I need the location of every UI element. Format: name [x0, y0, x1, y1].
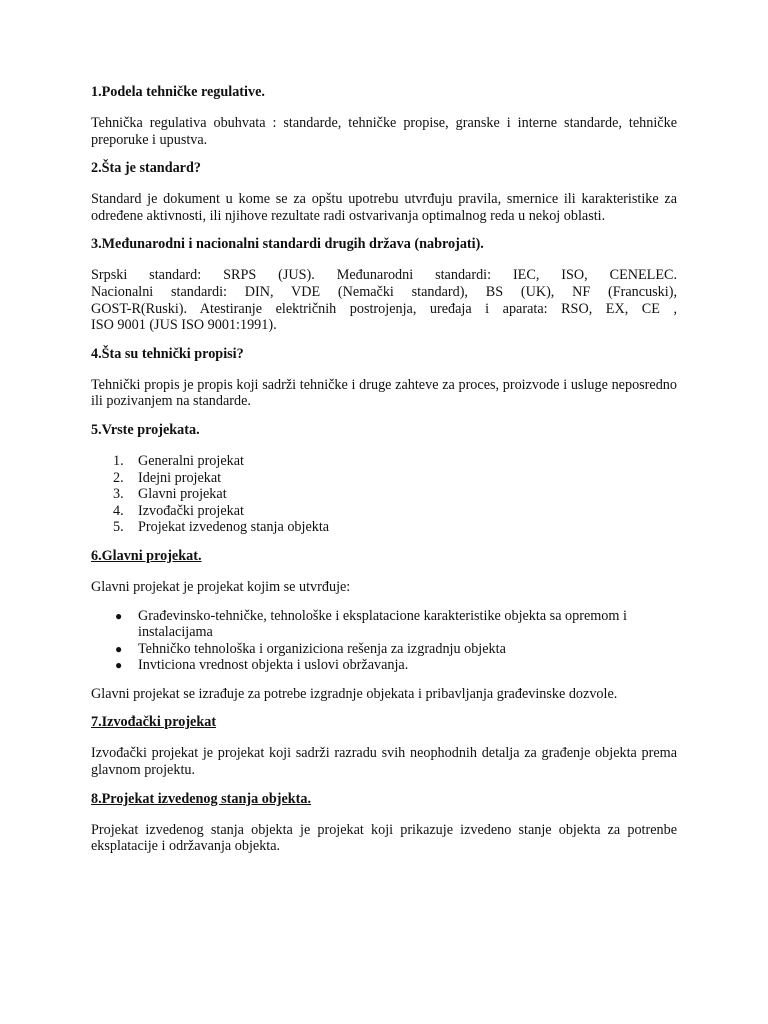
list-item: 5. Projekat izvedenog stanja objekta [113, 519, 330, 536]
list-item: 3. Glavni projekat [113, 486, 227, 503]
paragraph-izvodjacki-projekat: Izvođački projekat je projekat koji sadrži razradu svih neophodnih detalja za građenje objekta prema glavnom projektu. [91, 745, 677, 779]
heading-projekat-izvedenog-stanja: 8.Projekat izvedenog stanja objekta. [91, 790, 312, 807]
standardi-line: Srpski standard: SRPS (JUS). Međunarodni standardi: IEC, ISO, CENELEC. [91, 267, 677, 284]
glavni-projekat-bullets [91, 608, 677, 674]
heading-podela-tehnicke-regulative: 1.Podela tehničke regulative. [91, 84, 265, 100]
paragraph-projekat-izvedenog-stanja: Projekat izvedenog stanja objekta je projekat koji prikazuje izvedeno stanje objekta za potrenbe eksplatacije i održavanja objekta. [91, 821, 677, 855]
list-item: 2. Idejni projekat [113, 469, 222, 486]
paragraph-standardi-list [91, 267, 677, 333]
paragraph-glavni-projekat-intro: Glavni projekat je projekat kojim se utvrđuje: [91, 578, 351, 595]
bullet-icon: ● [115, 641, 123, 656]
list-item: 4. Izvođački projekat [113, 502, 244, 519]
standardi-line: Nacionalni standardi: DIN, VDE (Nemački standard), BS (UK), NF (Francuski), [91, 283, 677, 300]
heading-medjunarodni-standardi: 3.Međunarodni i nacionalni standardi drugih država (nabrojati). [91, 236, 484, 253]
list-item: 1. Generalni projekat [113, 452, 244, 469]
document-page [91, 84, 677, 867]
heading-izvodjacki-projekat: 7.Izvođački projekat [91, 714, 217, 731]
heading-sta-je-standard: 2.Šta je standard? [91, 160, 201, 177]
list-item: ● Invticiona vrednost objekta i uslovi obržavanja. [115, 657, 409, 674]
project-types-list [91, 453, 677, 536]
paragraph-tehnicka-regulativa: Tehnička regulativa obuhvata : standarde, tehničke propise, granske i interne standarde, tehničke preporuke i upustva. [91, 115, 677, 148]
list-item: ● Tehničko tehnološka i organiziciona rešenja za izgradnju objekta [115, 640, 506, 657]
heading-tehnicki-propisi: 4.Šta su tehnički propisi? [91, 345, 244, 362]
standardi-line: GOST-R(Ruski). Atestiranje električnih postrojenja, uređaja i aparata: RSO, EX, CE , [91, 300, 677, 317]
paragraph-glavni-projekat-outro: Glavni projekat se izrađuje za potrebe izgradnje objekata i pribavljanja građevinske dozvole. [91, 685, 618, 702]
paragraph-tehnicki-propis: Tehnički propis je propis koji sadrži tehničke i druge zahteve za proces, proizvode i usluge neposredno ili pozivanjem na standarde. [91, 376, 677, 410]
bullet-icon: ● [115, 608, 123, 623]
standardi-line: ISO 9001 (JUS ISO 9001:1991). [91, 317, 277, 334]
heading-glavni-projekat: 6.Glavni projekat. [91, 547, 202, 564]
list-item: ● Građevinsko-tehničke, tehnološke i eksplatacione karakteristike objekta sa opremom i instalacijama [115, 607, 627, 641]
bullet-icon: ● [115, 658, 123, 673]
heading-vrste-projekata: 5.Vrste projekata. [91, 421, 200, 438]
paragraph-standard-definition: Standard je dokument u kome se za opštu upotrebu utvrđuju pravila, smernice ili karakteristike za određene aktivnosti, ili njihove rezultate radi ostvarivanja optimalnog reda u nekoj oblasti. [91, 191, 677, 224]
